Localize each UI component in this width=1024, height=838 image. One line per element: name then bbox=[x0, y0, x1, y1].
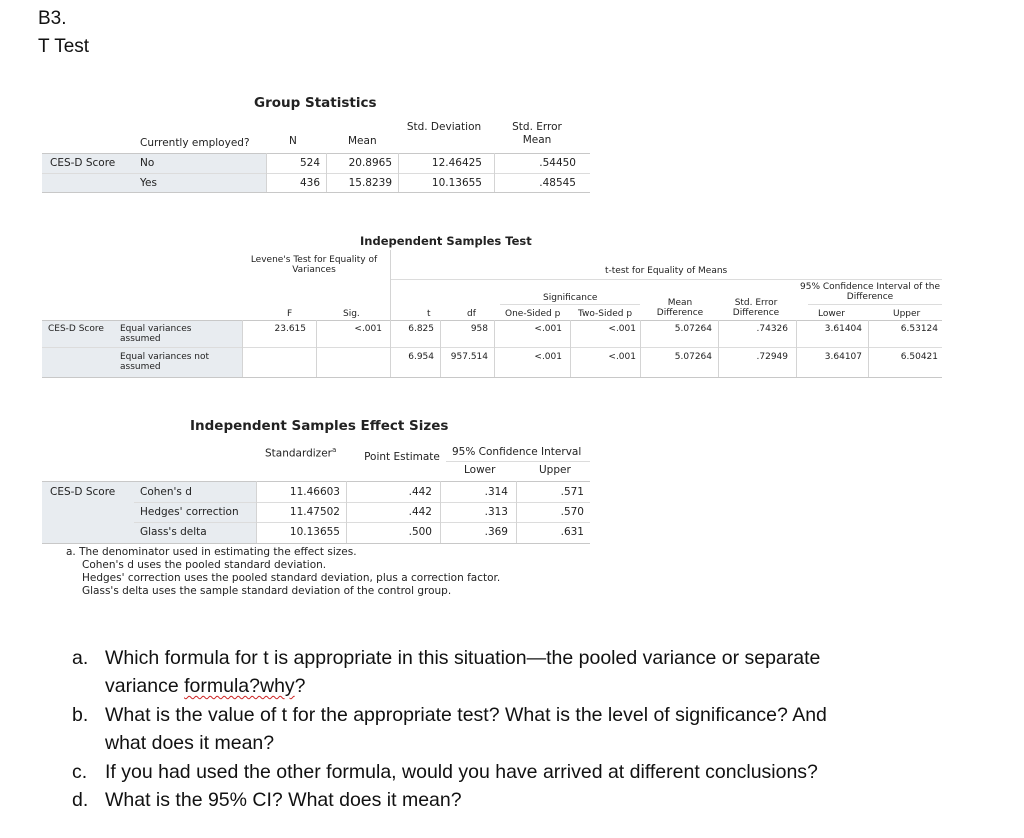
ci-upper-value: 6.53124 bbox=[900, 324, 938, 334]
sd-value: 10.13655 bbox=[431, 177, 482, 189]
effect-name: Hedges' correction bbox=[140, 506, 239, 518]
se-difference-value: .72949 bbox=[756, 352, 788, 362]
t-value: 6.825 bbox=[408, 324, 434, 334]
footnote-line: a. The denominator used in estimating the effect sizes. bbox=[66, 546, 357, 558]
ci-lower-value: .313 bbox=[484, 506, 508, 518]
page-title: T Test bbox=[38, 36, 90, 57]
col-lower: Lower bbox=[464, 464, 496, 476]
question-letter: c. bbox=[72, 761, 88, 783]
ind-test-title: Independent Samples Test bbox=[360, 234, 532, 248]
effect-name: Cohen's d bbox=[140, 486, 192, 498]
header-n: N bbox=[289, 135, 297, 147]
mean-value: 20.8965 bbox=[348, 157, 392, 169]
group-label: No bbox=[140, 157, 155, 169]
ci-upper-value: .631 bbox=[560, 526, 584, 538]
col-upper: Upper bbox=[539, 464, 571, 476]
sd-value: 12.46425 bbox=[431, 157, 482, 169]
row-label-cesd: CES-D Score bbox=[48, 324, 104, 334]
sig-value: <.001 bbox=[354, 324, 382, 334]
group-statistics-title: Group Statistics bbox=[254, 95, 377, 111]
n-value: 436 bbox=[299, 177, 320, 189]
se-value: .54450 bbox=[539, 157, 576, 169]
standardizer-value: 10.13655 bbox=[289, 526, 340, 538]
standardizer-value: 11.47502 bbox=[289, 506, 340, 518]
row-label-cesd: CES-D Score bbox=[50, 157, 116, 169]
question-letter: a. bbox=[72, 647, 89, 669]
point-estimate-value: .442 bbox=[408, 506, 432, 518]
variance-assumption-label: Equal variances not assumed bbox=[120, 352, 210, 372]
col-f: F bbox=[287, 309, 293, 319]
row-label-cesd: CES-D Score bbox=[50, 486, 116, 498]
question-text: If you had used the other formula, would you have arrived at different conclusions? bbox=[105, 761, 818, 783]
df-value: 958 bbox=[470, 324, 488, 334]
col-std-error-difference: Std. Error Difference bbox=[732, 298, 780, 318]
n-value: 524 bbox=[299, 157, 320, 169]
col-mean-difference: Mean Difference bbox=[656, 298, 704, 318]
levene-header: Levene's Test for Equality of Variances bbox=[250, 255, 378, 275]
question-text: What is the value of t for the appropriate test? What is the level of significance? And bbox=[105, 704, 827, 726]
header-std-error-mean: Std. Error Mean bbox=[512, 121, 562, 146]
f-value: 23.615 bbox=[274, 324, 306, 334]
mean-difference-value: 5.07264 bbox=[674, 324, 712, 334]
question-text-cont: what does it mean? bbox=[105, 732, 275, 754]
group-label: Yes bbox=[140, 177, 157, 189]
footnote-line: Cohen's d uses the pooled standard deviation. bbox=[82, 559, 327, 571]
section-number: B3. bbox=[38, 8, 67, 29]
effect-ci-header: 95% Confidence Interval bbox=[452, 446, 582, 458]
header-std-deviation: Std. Deviation bbox=[406, 121, 482, 133]
ttest-header: t-test for Equality of Means bbox=[605, 266, 728, 276]
mean-difference-value: 5.07264 bbox=[674, 352, 712, 362]
mean-value: 15.8239 bbox=[348, 177, 392, 189]
col-standardizer: Standardizer$^a$ bbox=[265, 446, 337, 460]
col-t: t bbox=[427, 309, 431, 319]
question-text-cont: variance formula?why? bbox=[105, 675, 306, 697]
effect-sizes-title: Independent Samples Effect Sizes bbox=[190, 418, 449, 434]
two-sided-p-value: <.001 bbox=[608, 324, 636, 334]
effect-name: Glass's delta bbox=[140, 526, 207, 538]
ci-lower-value: .314 bbox=[484, 486, 508, 498]
t-value: 6.954 bbox=[408, 352, 434, 362]
variance-assumption-label: Equal variances assumed bbox=[120, 324, 192, 344]
one-sided-p-value: <.001 bbox=[534, 324, 562, 334]
se-difference-value: .74326 bbox=[756, 324, 788, 334]
col-df: df bbox=[467, 309, 476, 319]
footnote-line: Hedges' correction uses the pooled standard deviation, plus a correction factor. bbox=[82, 572, 501, 584]
header-mean: Mean bbox=[348, 135, 377, 147]
question-text: Which formula for t is appropriate in this situation—the pooled variance or separate bbox=[105, 647, 821, 669]
col-lower: Lower bbox=[818, 309, 845, 319]
question-text: What is the 95% CI? What does it mean? bbox=[105, 789, 462, 811]
point-estimate-value: .442 bbox=[408, 486, 432, 498]
ci-upper-value: .571 bbox=[560, 486, 584, 498]
question-letter: d. bbox=[72, 789, 89, 811]
one-sided-p-value: <.001 bbox=[534, 352, 562, 362]
se-value: .48545 bbox=[539, 177, 576, 189]
standardizer-value: 11.46603 bbox=[289, 486, 340, 498]
footnote-line: Glass's delta uses the sample standard deviation of the control group. bbox=[82, 585, 452, 597]
significance-header: Significance bbox=[543, 293, 598, 303]
header-grouping: Currently employed? bbox=[140, 137, 250, 149]
col-two-sided-p: Two-Sided p bbox=[578, 309, 633, 319]
ci-header: 95% Confidence Interval of the Difference bbox=[800, 282, 940, 302]
col-one-sided-p: One-Sided p bbox=[505, 309, 561, 319]
ci-upper-value: .570 bbox=[560, 506, 584, 518]
col-sig: Sig. bbox=[343, 309, 360, 319]
col-upper: Upper bbox=[893, 309, 921, 319]
ci-lower-value: .369 bbox=[484, 526, 508, 538]
point-estimate-value: .500 bbox=[408, 526, 432, 538]
spellcheck-flag[interactable]: formula?why bbox=[184, 675, 295, 697]
ci-upper-value: 6.50421 bbox=[900, 352, 938, 362]
ci-lower-value: 3.64107 bbox=[824, 352, 862, 362]
two-sided-p-value: <.001 bbox=[608, 352, 636, 362]
df-value: 957.514 bbox=[450, 352, 488, 362]
question-letter: b. bbox=[72, 704, 89, 726]
ci-lower-value: 3.61404 bbox=[824, 324, 862, 334]
col-point-estimate: Point Estimate bbox=[364, 451, 440, 463]
